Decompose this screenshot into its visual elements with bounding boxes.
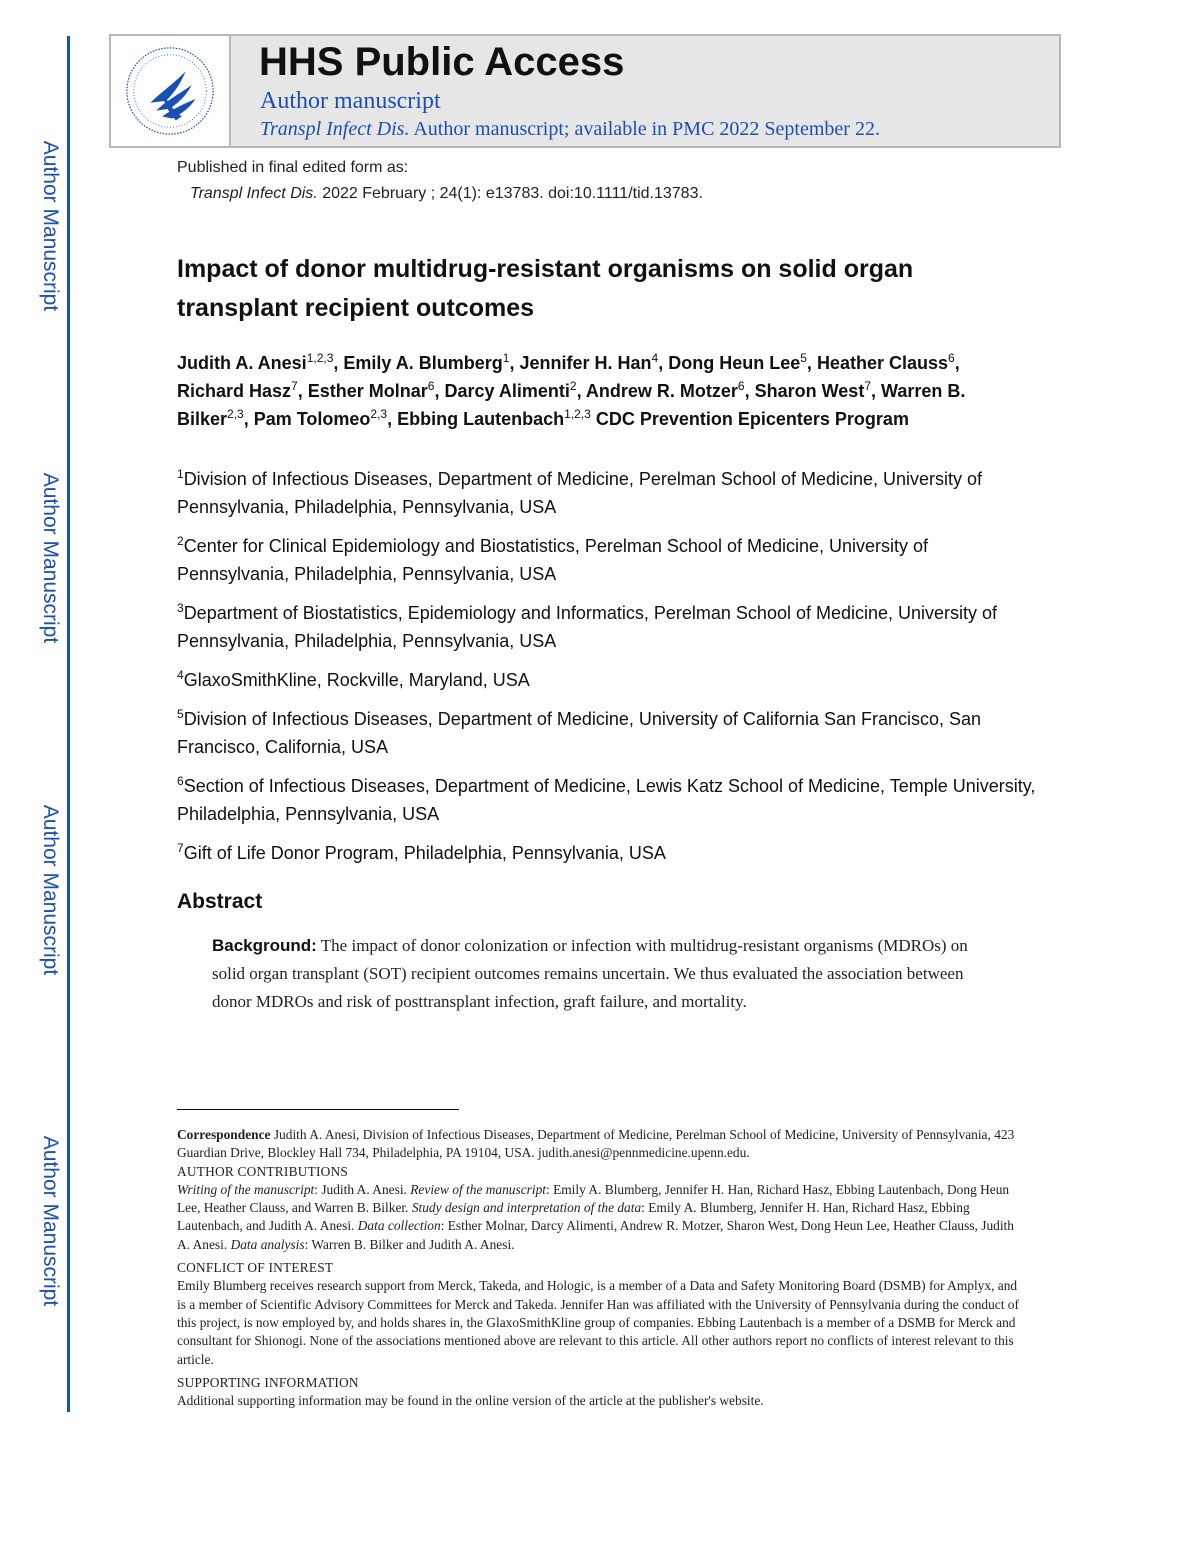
correspondence-note: Correspondence Judith A. Anesi, Division of Infectious Diseases, Department of Medicine, Perelman School of Medicine, University of Pennsylvania, 423 Guardian Drive, Blockley Hall 734, Philadelphia, PA 19104, USA. judith.anesi@pennmedicine.upenn.edu. [177,1127,1015,1161]
author: Jennifer H. Han$^4$ [519,351,659,373]
author: Pam Tolomeo$^{2,3}$ [253,407,388,429]
author: Sharon West$^7$ [754,379,871,401]
supporting-note: Additional supporting information may be found in the online version of the article at the publisher's website. [177,1393,764,1409]
affiliation: $^7$Gift of Life Donor Program, Philadelphia, Pennsylvania, USA [177,841,666,863]
author: Darcy Alimenti$^2$ [444,379,577,401]
hhs-logo [111,36,231,146]
author: Judith A. Anesi$^{1,2,3}$ [177,351,334,373]
affiliation: $^6$Section of Infectious Diseases, Department of Medicine, Lewis Katz School of Medicine, Temple University, Philadelphia, Pennsylvania, USA [177,774,1036,824]
published-label: Published in final edited form as: [177,159,409,176]
author: Ebbing Lautenbach$^{1,2,3}$ [397,407,591,429]
supporting-heading: SUPPORTING INFORMATION [177,1374,359,1390]
author: Dong Heun Lee$^5$ [668,351,807,373]
affiliations [177,465,1037,878]
citation: Transpl Infect Dis. 2022 February ; 24(1): e13783. doi:10.1111/tid.13783. [190,185,703,202]
background-label: Background: [212,936,317,955]
author-manuscript-label: Author manuscript [260,88,441,114]
author-group: CDC Prevention Epicenters Program [595,409,909,429]
author: Heather Clauss$^6$ [816,351,955,373]
author: Richard Hasz$^7$ [177,379,298,401]
author-list: Judith A. Anesi$^{1,2,3}$, Emily A. Blumberg$^1$, Jennifer H. Han$^4$, Dong Heun Lee$^5$, Heather Clauss$^6$, Richard Hasz$^7$, Esther Molnar$^6$, Darcy Alimenti$^2$, Andrew R. Motzer$^6$, Sharon West$^7$, Warren B. Bilker$^{2,3}$, Pam Tolomeo$^{2,3}$, Ebbing Lautenbach$^{1,2,3}$ CDC Prevention Epicenters Program [177,351,966,429]
author: Emily A. Blumberg$^1$ [343,351,510,373]
author: Warren B. Bilker$^{2,3}$ [177,381,966,429]
affiliation: $^5$Division of Infectious Diseases, Department of Medicine, University of California San Francisco, San Francisco, California, USA [177,707,982,757]
author: Esther Molnar$^6$ [307,379,435,401]
affiliation: $^3$Department of Biostatistics, Epidemiology and Informatics, Perelman School of Medicine, University of Pennsylvania, Philadelphia, Pennsylvania, USA [177,601,998,651]
hhs-header [109,34,1061,148]
affiliation: $^4$GlaxoSmithKline, Rockville, Maryland, USA [177,668,530,690]
background-text: The impact of donor colonization or infection with multidrug-resistant organisms (MDROs) on solid organ transplant (SOT) recipient outcomes remains uncertain. We thus evaluated the association between donor MDROs and risk of posttransplant infection, graft failure, and mortality. [212,936,968,1011]
publication-info [177,155,703,207]
hhs-eagle-seal-icon [121,42,219,140]
contributions-heading: AUTHOR CONTRIBUTIONS [177,1163,349,1179]
abstract-heading: Abstract [177,890,263,913]
footnote-divider [177,1109,459,1110]
affiliation: $^2$Center for Clinical Epidemiology and Biostatistics, Perelman School of Medicine, University of Pennsylvania, Philadelphia, Pennsylvania, USA [177,534,929,584]
abstract-background [212,932,992,1016]
header-main [231,36,1059,146]
hhs-title: HHS Public Access [259,40,625,84]
footnotes [177,1126,1025,1410]
author: Andrew R. Motzer$^6$ [585,379,745,401]
contributions-note: Writing of the manuscript: Judith A. Anesi. Review of the manuscript: Emily A. Blumberg, Jennifer H. Han, Richard Hasz, Ebbing Lautenbach, Dong Heun Lee, Heather Clauss, and Warren B. Bilker. Study design and interpretation of the data: Emily A. Blumberg, Jennifer H. Han, Richard Hasz, Ebbing Lautenbach, and Judith A. Anesi. Data collection: Esther Molnar, Darcy Alimenti, Andrew R. Motzer, Sharon West, Dong Heun Lee, Heather Clauss, Judith A. Anesi. Data analysis: Warren B. Bilker and Judith A. Anesi. [177,1181,1014,1252]
conflict-note: Emily Blumberg receives research support from Merck, Takeda, and Hologic, is a member of a Data and Safety Monitoring Board (DSMB) for Amplyx, and is a member of Scientific Advisory Committees for Merck and Takeda. Jennifer Han was affiliated with the University of Pennsylvania during the conduct of this project, is now employed by, and holds shares in, the GlaxoSmithKline group of companies. Ebbing Lautenbach is a member of a DSMB for Merck and consultant for Shionogi. None of the associations mentioned above are relevant to this article. All other authors report no conflicts of interest relevant to this article. [177,1278,1019,1367]
conflict-heading: CONFLICT OF INTEREST [177,1260,334,1276]
paper-title: Impact of donor multidrug-resistant organisms on solid organ transplant recipient outcomes [177,255,914,322]
availability-line: Transpl Infect Dis. Author manuscript; available in PMC 2022 September 22. [260,118,880,140]
margin-rule [67,36,70,1412]
affiliation: $^1$Division of Infectious Diseases, Department of Medicine, Perelman School of Medicine, University of Pennsylvania, Philadelphia, Pennsylvania, USA [177,467,983,517]
